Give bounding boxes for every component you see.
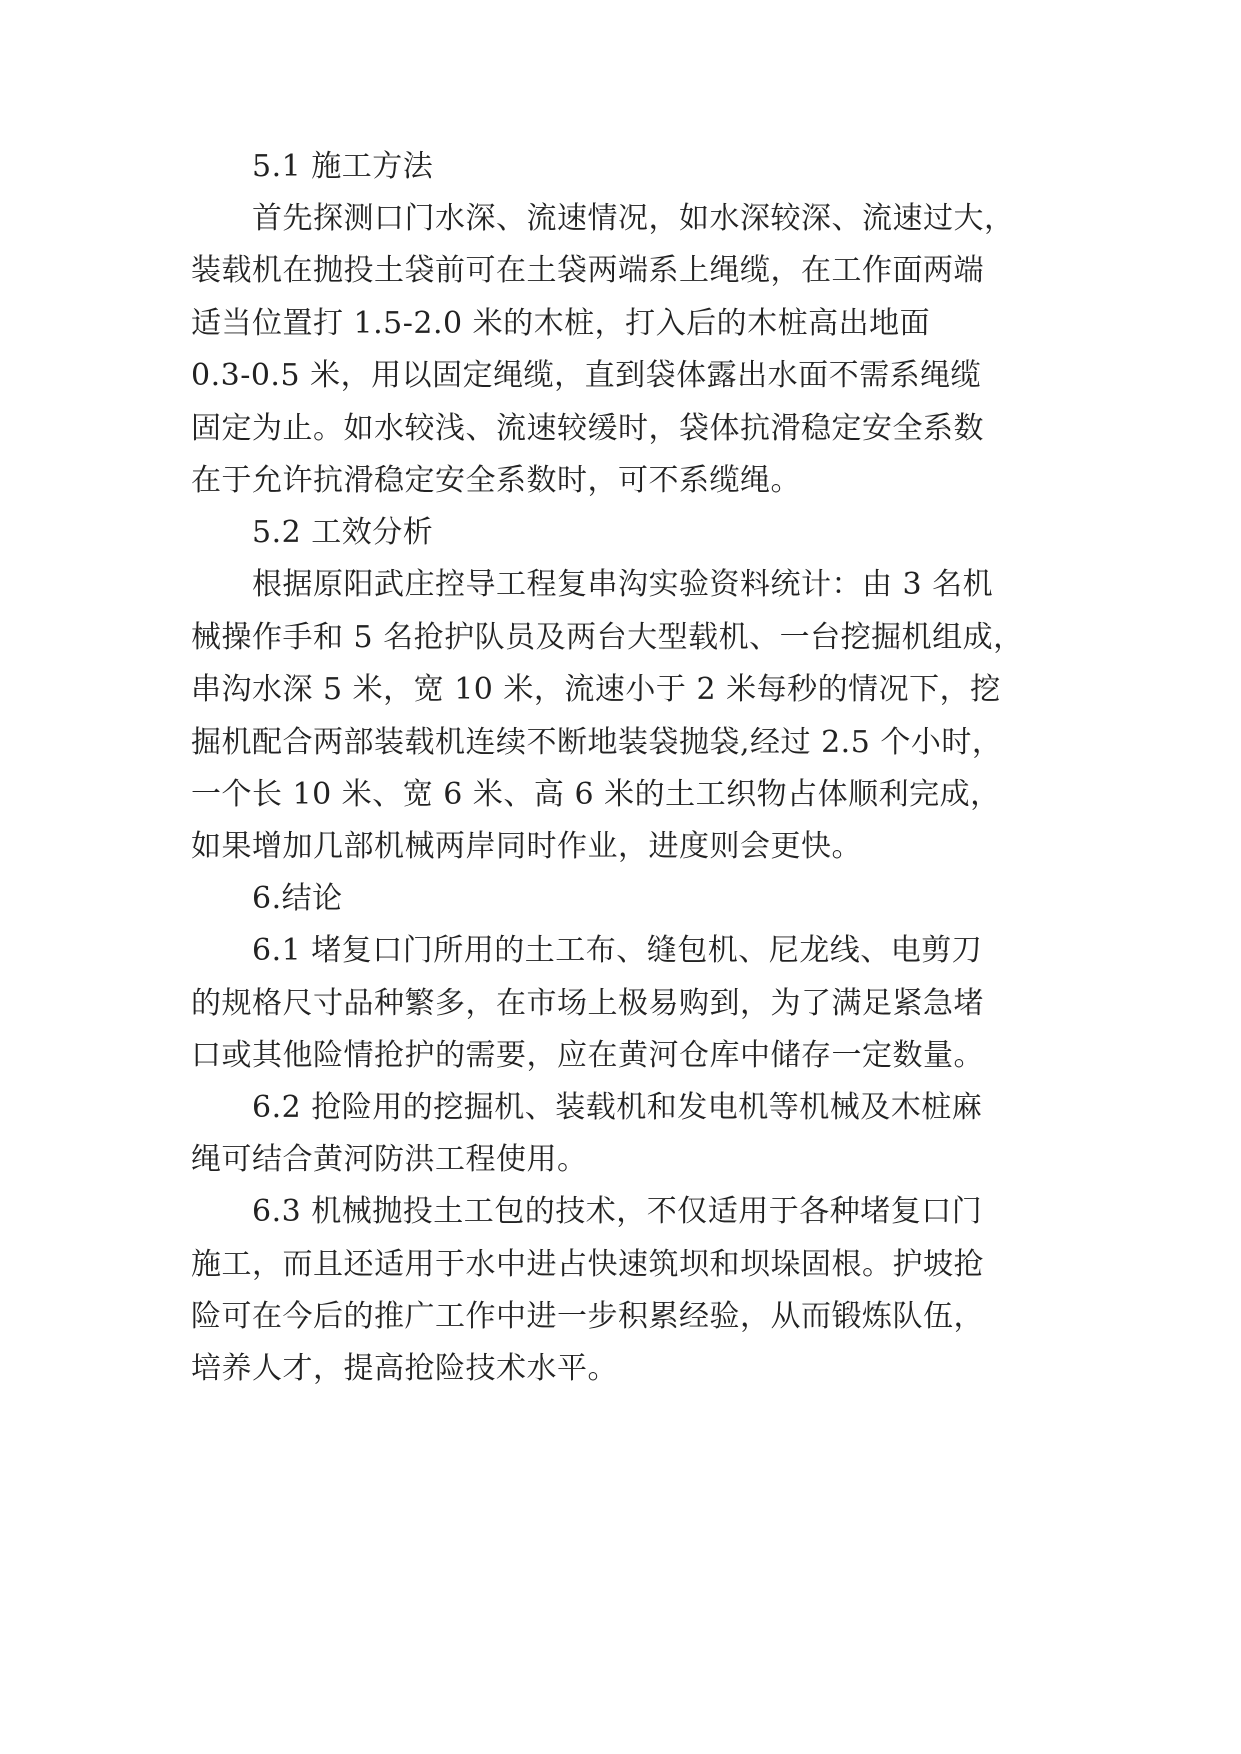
paragraph-line: 械操作手和 5 名抢护队员及两台大型载机、一台挖掘机组成，	[191, 620, 1024, 655]
paragraph-line: 6.2 抢险用的挖掘机、装载机和发电机等机械及木桩麻	[252, 1090, 983, 1125]
paragraph-line: 装载机在抛投土袋前可在土袋两端系上绳缆，在工作面两端	[191, 253, 984, 288]
paragraph-line: 的规格尺寸品种繁多，在市场上极易购到，为了满足紧急堵	[191, 986, 984, 1021]
paragraph-line: 首先探测口门水深、流速情况，如水深较深、流速过大，	[252, 201, 1015, 236]
paragraph-line: 施工，而且还适用于水中进占快速筑坝和坝垛固根。护坡抢	[191, 1247, 984, 1282]
paragraph-line: 险可在今后的推广工作中进一步积累经验，从而锻炼队伍，	[191, 1299, 984, 1334]
section-heading-5-1: 5.1 施工方法	[252, 149, 434, 184]
paragraph-line: 一个长 10 米、宽 6 米、高 6 米的土工织物占体顺利完成，	[191, 777, 1001, 812]
paragraph-line: 6.1 堵复口门所用的土工布、缝包机、尼龙线、电剪刀	[252, 933, 983, 968]
paragraph-line: 根据原阳武庄控导工程复串沟实验资料统计：由 3 名机	[252, 567, 994, 602]
paragraph-line: 掘机配合两部装载机连续不断地装袋抛袋,经过 2.5 个小时，	[191, 725, 1003, 760]
paragraph-line: 培养人才，提高抢险技术水平。	[191, 1351, 618, 1386]
section-heading-6: 6.结论	[252, 881, 343, 916]
paragraph-line: 在于允许抗滑稳定安全系数时，可不系缆绳。	[191, 463, 801, 498]
paragraph-line: 固定为止。如水较浅、流速较缓时，袋体抗滑稳定安全系数	[191, 411, 984, 446]
paragraph-line: 绳可结合黄河防洪工程使用。	[191, 1142, 588, 1177]
paragraph-line: 6.3 机械抛投土工包的技术，不仅适用于各种堵复口门	[252, 1194, 983, 1229]
paragraph-line: 适当位置打 1.5-2.0 米的木桩，打入后的木桩高出地面	[191, 306, 931, 341]
paragraph-line: 口或其他险情抢护的需要，应在黄河仓库中储存一定数量。	[191, 1038, 984, 1073]
paragraph-line: 串沟水深 5 米，宽 10 米，流速小于 2 米每秒的情况下，挖	[191, 672, 1001, 707]
section-heading-5-2: 5.2 工效分析	[252, 515, 434, 550]
paragraph-line: 0.3-0.5 米，用以固定绳缆，直到袋体露出水面不需系绳缆	[191, 358, 982, 393]
paragraph-line: 如果增加几部机械两岸同时作业，进度则会更快。	[191, 829, 862, 864]
